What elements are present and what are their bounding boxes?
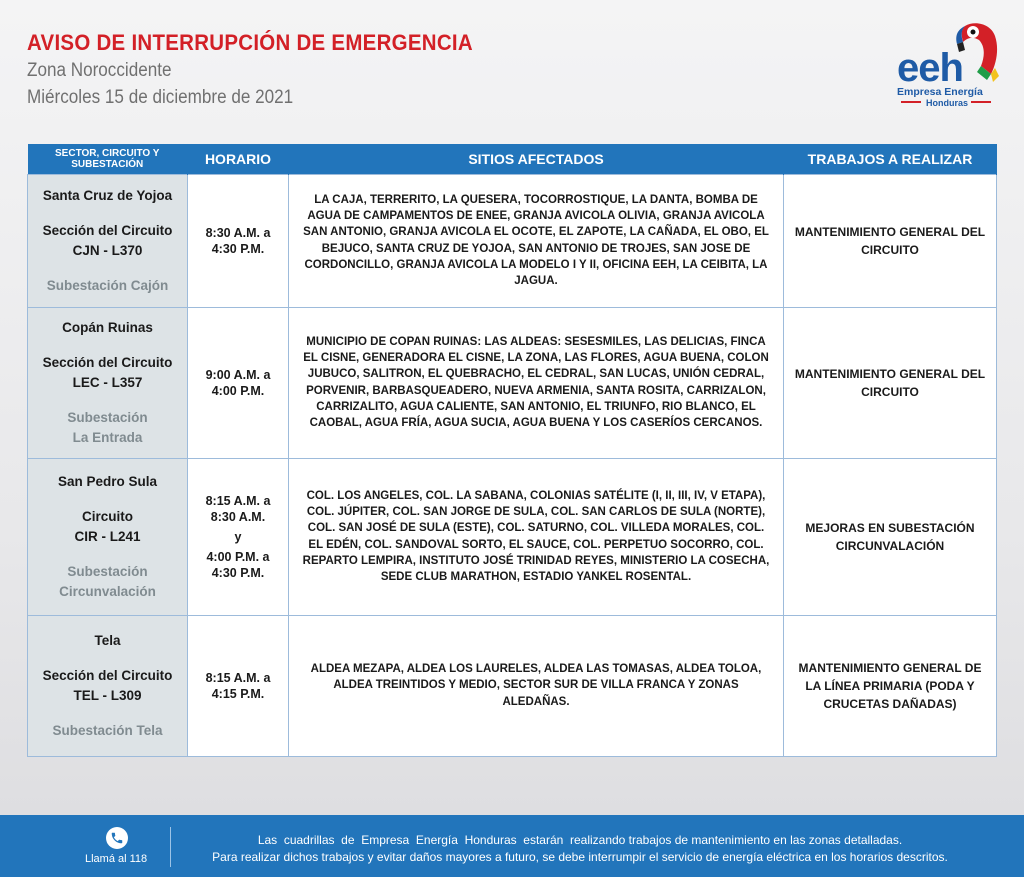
schedule-cell [188, 458, 289, 615]
circuit-code: LEC - L357 [72, 374, 143, 390]
circuit-label: Circuito [81, 508, 133, 524]
sector-name: Copán Ruinas [62, 319, 153, 335]
schedule-end: 4:30 P.M. [211, 241, 265, 256]
header [27, 30, 506, 110]
footer-message-line2: Para realizar dichos trabajos y evitar daños mayores a futuro, se debe interrumpir el servicio de energía eléctrica en los horarios descritos. [212, 850, 948, 864]
circuit-label: Sección del Circuito [42, 667, 173, 683]
schedule-cell [188, 307, 289, 458]
footer-message-line1: Las cuadrillas de Empresa Energía Honduras estarán realizando trabajos de mantenimiento en las zonas detalladas. [257, 833, 903, 847]
substation-name: Subestación [67, 563, 148, 579]
footer-banner [0, 815, 1024, 877]
table-header-row [28, 144, 997, 174]
table-row [28, 458, 997, 615]
sector-cell [28, 174, 188, 307]
circuit-code: CIR - L241 [74, 528, 141, 544]
substation-name-line2: La Entrada [72, 429, 143, 445]
schedule-start: 9:00 A.M. a [205, 367, 271, 382]
schedule-end: 4:15 P.M. [211, 686, 265, 701]
schedule-start: 8:30 A.M. a [205, 225, 271, 240]
footer-divider [170, 827, 171, 867]
table-row [28, 615, 997, 756]
outage-table [27, 144, 997, 757]
affected-sites: MUNICIPIO DE COPAN RUINAS: LAS ALDEAS: SESESMILES, LAS DELICIAS, FINCA EL CISNE, GENERADORA EL CISNE, LA ZONA, LAS FLORES, AGUA BUENA, COLON JUBUCO, SALITRON, EL QUEBRACHO, EL CEDRAL, SAN LUCAS, UNIÓN CEDRAL, PORVENIR, BARBASQUEADERO, NUEVA ARMENIA, SANTA ROSITA, CARRIZALON, CARRIZALITO, AGUA CALIENTE, SAN ANTONIO, EL TRIUNFO, RIO BLANCO, EL CAOBAL, AGUA FRÍA, AGUA SUCIA, AGUA BUENA Y LOS CASERÍOS CERCANOS. [289, 307, 784, 458]
schedule-end-2: 4:30 P.M. [211, 565, 265, 580]
sector-cell [28, 307, 188, 458]
logo-divider-left [901, 101, 921, 103]
logo-company: Empresa Energía [897, 86, 983, 98]
substation-name: Subestación Tela [52, 722, 163, 738]
date-label: Miércoles 15 de diciembre de 2021 [27, 87, 294, 108]
circuit-code: CJN - L370 [72, 242, 143, 258]
circuit-label: Sección del Circuito [42, 354, 173, 370]
call-number[interactable]: Llamá al 118 [85, 853, 148, 865]
work-description: MANTENIMIENTO GENERAL DEL CIRCUITO [784, 174, 997, 307]
column-header-schedule: HORARIO [188, 144, 289, 174]
schedule-end: 8:30 A.M. [210, 509, 266, 524]
circuit-code: TEL - L309 [73, 687, 142, 703]
schedule-end: 4:00 P.M. [211, 383, 265, 398]
column-header-sector: SECTOR, CIRCUITO Y SUBESTACIÓN [28, 144, 188, 174]
sector-cell [28, 615, 188, 756]
work-description: MANTENIMIENTO GENERAL DEL CIRCUITO [784, 307, 997, 458]
work-description: MANTENIMIENTO GENERAL DE LA LÍNEA PRIMARIA (PODA Y CRUCETAS DAÑADAS) [784, 615, 997, 756]
affected-sites: ALDEA MEZAPA, ALDEA LOS LAURELES, ALDEA LAS TOMASAS, ALDEA TOLOA, ALDEA TREINTIDOS Y MEDIO, SECTOR SUR DE VILLA FRANCA Y ZONAS ALEDAÑAS. [289, 615, 784, 756]
column-header-work: TRABAJOS A REALIZAR [784, 144, 997, 174]
schedule-start: 8:15 A.M. a [205, 670, 271, 685]
sector-name: Santa Cruz de Yojoa [42, 187, 173, 203]
eeh-logo [893, 22, 1003, 112]
work-description: MEJORAS EN SUBESTACIÓN CIRCUNVALACIÓN [784, 458, 997, 615]
sector-name: Tela [94, 632, 121, 648]
sector-name: San Pedro Sula [57, 473, 158, 489]
schedule-start-2: 4:00 P.M. a [206, 549, 270, 564]
substation-name: Subestación Cajón [46, 277, 169, 293]
affected-sites: COL. LOS ANGELES, COL. LA SABANA, COLONIAS SATÉLITE (I, II, III, IV, V ETAPA), COL. JÚPITER, COL. SAN JORGE DE SULA, COL. SAN CARLOS DE SULA (NORTE), COL. SAN JOSÉ DE SULA (ESTE), COL. SATURNO, COL. VILLEDA MORALES, COL. EL EDÉN, COL. SANDOVAL SORTO, EL SAUCE, COL. PERPETUO SOCORRO, COL. REPARTO LEMPIRA, INSTITUTO JOSÉ TRINIDAD REYES, MINISTERIO LA COSECHA, SEDE CLUB MARATHON, ESTADIO YANKEL ROSENTAL. [289, 458, 784, 615]
schedule-cell [188, 174, 289, 307]
logo-divider-right [971, 101, 991, 103]
circuit-label: Sección del Circuito [42, 222, 173, 238]
sector-cell [28, 458, 188, 615]
substation-name: Subestación [67, 409, 148, 425]
page-title: AVISO DE INTERRUPCIÓN DE EMERGENCIA [27, 30, 473, 55]
schedule-cell [188, 615, 289, 756]
affected-sites: LA CAJA, TERRERITO, LA QUESERA, TOCORROSTIQUE, LA DANTA, BOMBA DE AGUA DE CAMPAMENTOS DE ENEE, GRANJA AVICOLA OLIVIA, GRANJA AVICOLA SAN ANTONIO, GRANJA AVICOLA EL OCOTE, EL ZAPOTE, LA CAÑADA, EL OBO, EL BEJUCO, SANTA CRUZ DE YOJOA, SAN ANTONIO DE TROJES, SAN JOSE DE CORDONCILLO, GRANJA AVICOLA LA MODELO I Y II, OFICINA EEH, LA CEIBITA, LA JAGUA. [289, 174, 784, 307]
logo-mark: eeh [897, 46, 963, 90]
schedule-start: 8:15 A.M. a [205, 493, 271, 508]
zone-label: Zona Noroccidente [27, 60, 172, 81]
schedule-join: y [234, 529, 242, 544]
table-row [28, 174, 997, 307]
column-header-sites: SITIOS AFECTADOS [289, 144, 784, 174]
phone-icon[interactable] [106, 827, 128, 849]
logo-country: Honduras [926, 98, 969, 108]
footer-message [180, 832, 980, 866]
substation-name-line2: Circunvalación [59, 583, 156, 599]
table-row [28, 307, 997, 458]
